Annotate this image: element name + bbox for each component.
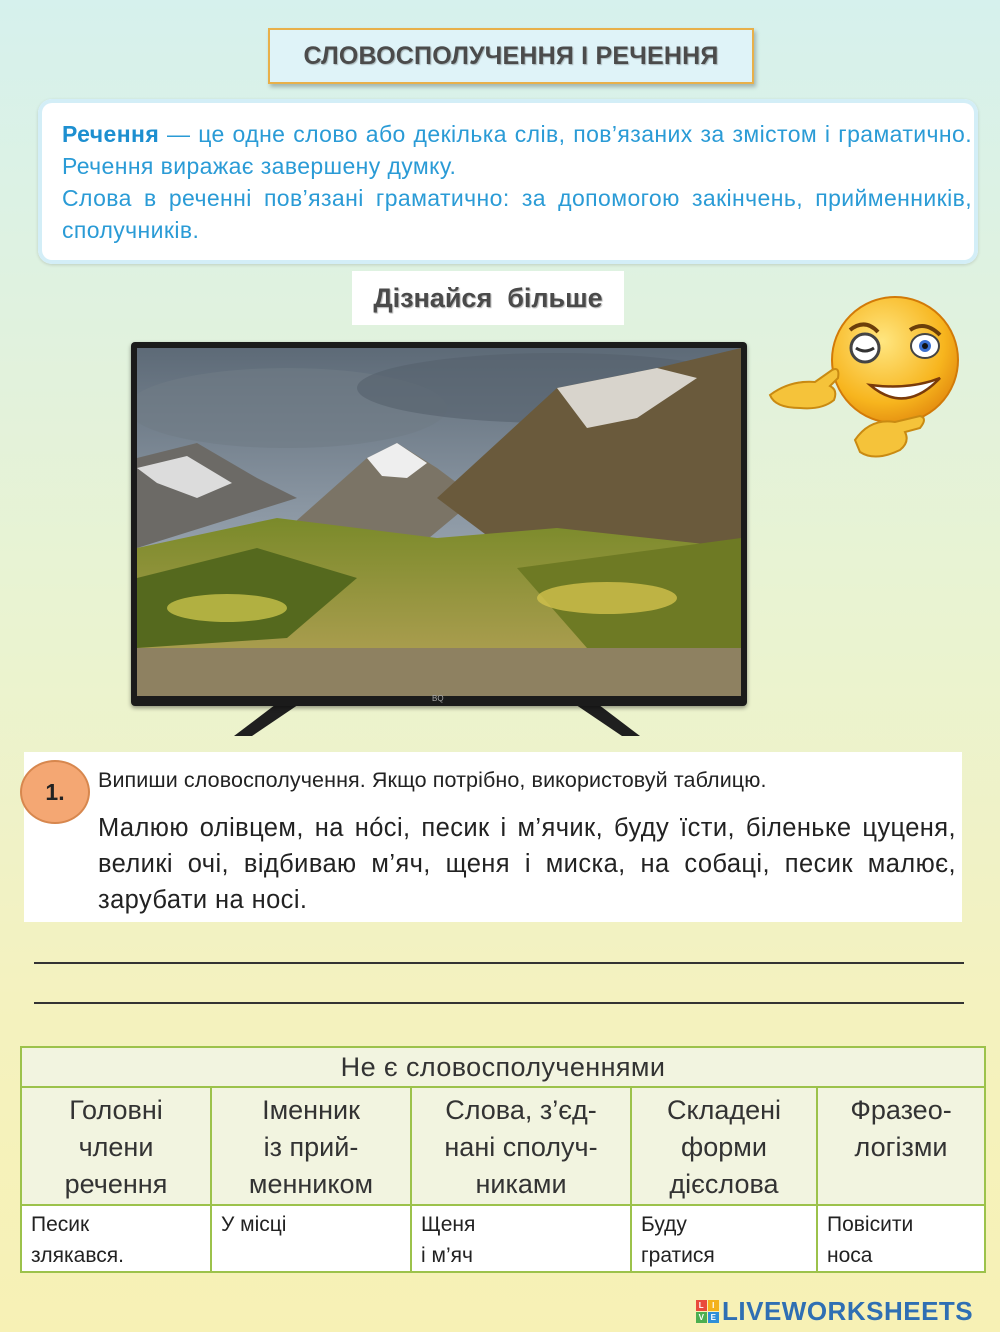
column-header-line: із прий- — [263, 1132, 359, 1162]
rule-term: Речення — [62, 121, 160, 147]
column-header-line: логізми — [854, 1132, 948, 1162]
column-header-phraseologisms — [817, 1087, 985, 1205]
mark-letter: L — [696, 1300, 707, 1311]
rule-grammar-note: Слова в реченні пов’язані граматично: за допомогою закінчень, прийменників, сполучників. — [62, 185, 972, 243]
column-header-line: Складені — [666, 1095, 782, 1125]
table-cell-example — [817, 1205, 985, 1272]
column-header-line: члени — [78, 1132, 154, 1162]
column-header-line: Головні — [69, 1095, 163, 1125]
table-cell-example — [411, 1205, 631, 1272]
column-header-line: Іменник — [262, 1095, 360, 1125]
table-cell-example — [21, 1205, 211, 1272]
non-word-combinations-table — [20, 1046, 986, 1273]
example-line: Буду — [641, 1213, 687, 1236]
learn-more-button[interactable] — [352, 271, 624, 325]
exercise-number-badge — [20, 760, 90, 824]
example-line: і м’яч — [421, 1244, 473, 1267]
mountain-landscape-image — [137, 348, 741, 696]
column-header-noun-preposition — [211, 1087, 411, 1205]
column-header-line: речення — [64, 1169, 168, 1199]
liveworksheets-logo[interactable] — [696, 1296, 973, 1327]
learn-more-label: Дізнайся більше — [373, 282, 603, 313]
table-header: Не є словосполученнями — [21, 1047, 985, 1087]
column-header-line: менником — [248, 1169, 374, 1199]
table-cell-example — [631, 1205, 817, 1272]
winking-smiley-icon — [760, 290, 965, 465]
column-header-main-members — [21, 1087, 211, 1205]
example-line: гратися — [641, 1244, 715, 1267]
exercise-task: Випиши словосполучення. Якщо потрібно, використовуй таблицю. — [98, 768, 767, 792]
table-cell-example — [211, 1205, 411, 1272]
column-header-line: нані сполуч- — [444, 1132, 598, 1162]
answer-input-line-2[interactable] — [34, 1002, 964, 1004]
rule-definition: — це одне слово або декілька слів, пов’язаних за змістом і граматично. Речення виражає завершену думку. — [62, 121, 972, 179]
liveworksheets-mark-icon — [696, 1300, 719, 1323]
exercise-number: 1. — [45, 778, 65, 805]
example-line: злякався. — [31, 1244, 124, 1267]
mark-letter: I — [708, 1300, 719, 1311]
page-title-text: СЛОВОСПОЛУЧЕННЯ І РЕЧЕННЯ — [303, 41, 719, 70]
liveworksheets-text: LIVEWORKSHEETS — [722, 1296, 974, 1326]
example-line: У місці — [221, 1213, 287, 1236]
mark-letter: V — [696, 1312, 707, 1323]
column-header-line: никами — [475, 1169, 567, 1199]
column-header-line: Слова, з’єд- — [445, 1095, 597, 1125]
tv-screen[interactable] — [137, 348, 741, 696]
example-line: Повісити — [827, 1213, 914, 1236]
column-header-line: форми — [681, 1132, 767, 1162]
example-line: носа — [827, 1244, 873, 1267]
column-header-conjunction-words — [411, 1087, 631, 1205]
tv-video-player[interactable] — [131, 342, 747, 706]
example-line: Щеня — [421, 1213, 476, 1236]
mark-letter: E — [708, 1312, 719, 1323]
column-header-line: дієслова — [669, 1169, 779, 1199]
rule-text — [62, 118, 972, 246]
answer-input-line-1[interactable] — [34, 962, 964, 964]
page-title — [268, 28, 754, 84]
exercise-words: Малюю олівцем, на нóсі, песик і м’ячик, буду їсти, біленьке цуценя, великі очі, відбиваю м’яч, щеня і миска, на собаці, песик малює, зарубати на носі. — [98, 814, 956, 914]
example-line: Песик — [31, 1213, 90, 1236]
column-header-line: Фразео- — [850, 1095, 952, 1125]
tv-brand-logo: BQ — [432, 694, 444, 703]
column-header-compound-verbs — [631, 1087, 817, 1205]
